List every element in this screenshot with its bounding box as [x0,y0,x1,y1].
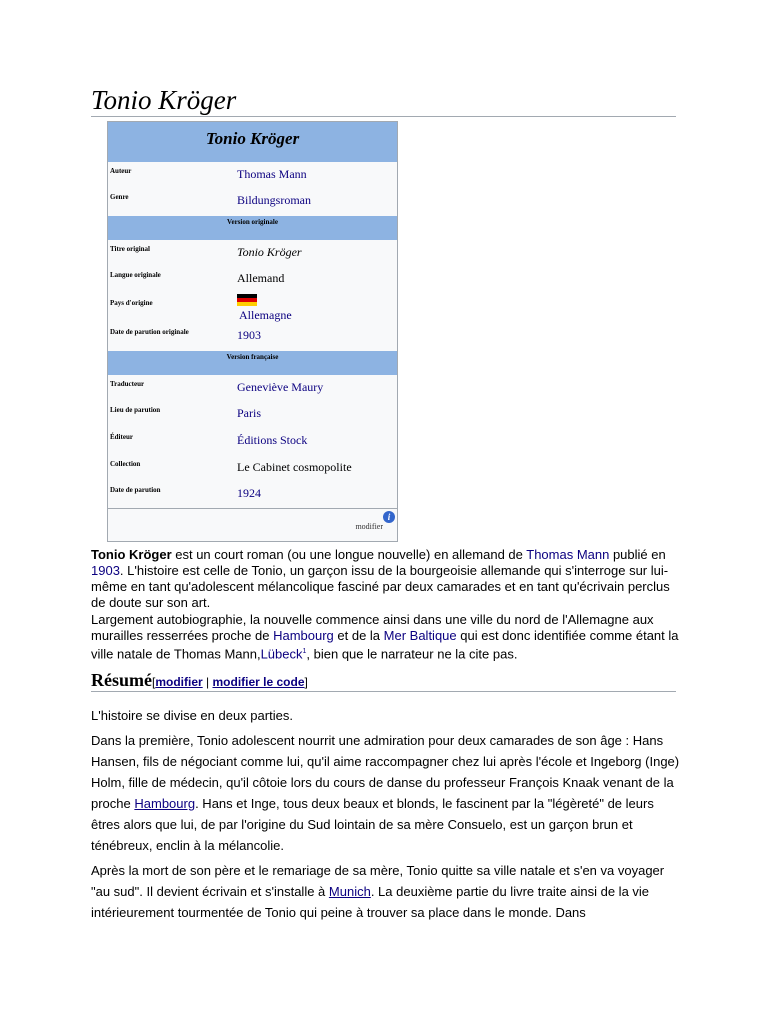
infobox-label: Traducteur [110,380,145,388]
year-fr-link[interactable]: 1924 [237,486,261,500]
infobox-label: Titre original [110,245,150,253]
modifier-link[interactable]: modifier [155,675,203,689]
text: qui est donc identifiée comme étant la ville natale de Thomas Mann, [91,628,679,662]
infobox-label: Auteur [110,167,132,175]
place-link[interactable]: Paris [237,406,261,420]
resume-paragraph-1: L'histoire se divise en deux parties. [91,708,293,723]
resume-paragraph-2 [91,730,681,856]
1903-link[interactable]: 1903 [91,563,120,578]
year-link[interactable]: 1903 [237,328,261,342]
info-icon[interactable]: i [383,511,395,523]
bracket: ] [304,675,308,689]
text: Largement autobiographie, la nouvelle commence ainsi dans une ville du nord de l'Allemagne aux murailles resserrées proche de [91,612,654,643]
translator-link[interactable]: Geneviève Maury [237,380,324,394]
infobox-label: Collection [110,460,141,468]
text: . L'histoire est celle de Tonio, un garçon issu de la bourgeoisie allemande qui s'interroge sur lui-même en tant qu'adolescent mélancolique fasciné par deux camarades et en tant qu'écrivain perclus de doute sur son art. [91,563,670,610]
infobox-modifier-link[interactable]: modifier [355,522,383,531]
page-title: Tonio Kröger [91,84,676,117]
lubeck-link[interactable]: Lübeck [260,646,303,662]
infobox-header: Tonio Kröger [108,122,397,162]
section-version-originale: Version originale [108,216,397,240]
modifier-le-code-link[interactable]: modifier le code [212,675,305,689]
section-title: Résumé [91,670,152,690]
hambourg-link[interactable]: Hambourg [273,628,334,643]
text: publié en [609,547,666,562]
edit-links [152,675,308,689]
germany-flag-icon [237,294,257,306]
publisher-link[interactable]: Éditions Stock [237,433,308,447]
author-link[interactable]: Thomas Mann [237,167,307,181]
infobox-label: Date de parution [110,486,161,494]
text: Dans la première, Tonio adolescent nourrit une admiration pour deux camarades de son âge : Hans Hansen, fils de négociant comme lui, qu'il aime raccompagner chez lui après l'école et Ingeborg (Inge) Holm, fille de médecin, qu'il côtoie lors du cours de danse du professeur François Knaak venant de la proche [91,733,680,811]
intro-paragraph-1 [91,547,681,611]
infobox-value: Tonio Kröger [237,245,302,259]
text: , bien que le narrateur ne la cite pas. [306,646,518,662]
infobox-value: Le Cabinet cosmopolite [237,460,352,474]
text: et de la [333,628,384,643]
infobox-value: Allemand [237,271,285,285]
section-version-francaise: Version française [108,351,397,375]
infobox-label: Langue originale [110,271,161,279]
resume-paragraph-3 [91,860,681,923]
bracket: [ [152,675,156,689]
text: Après la mort de son père et le remariage de sa mère, Tonio quitte sa ville natale et s'en va voyager "au sud". Il devient écrivain et s'installe à [91,863,665,899]
infobox-label: Date de parution originale [110,328,189,336]
infobox [107,121,398,542]
infobox-label: Éditeur [110,433,133,441]
infobox-label: Genre [110,193,129,201]
infobox-label: Lieu de parution [110,406,161,414]
intro-paragraph-2 [91,612,681,662]
mer-baltique-link[interactable]: Mer Baltique [383,628,457,643]
text: est un court roman (ou une longue nouvelle) en allemand de [171,547,527,562]
infobox-footer [108,508,397,542]
infobox-value-pays [237,294,292,323]
article-subject: Tonio Kröger [91,547,172,562]
munich-link[interactable]: Munich [328,884,371,899]
genre-link[interactable]: Bildungsroman [237,193,311,207]
infobox-label: Pays d'origine [110,299,153,307]
text: . La deuxième partie du livre traite ainsi de la vie intérieurement tourmentée de Tonio qui peine à trouver sa place dans le monde. Dans [91,884,650,920]
thomas-mann-link[interactable]: Thomas Mann [526,547,610,562]
country-link[interactable]: Allemagne [239,308,292,322]
footnote-link[interactable]: 1 [302,648,307,655]
hambourg-link-2[interactable]: Hambourg [134,796,196,811]
text: . Hans et Inge, tous deux beaux et blonds, le fascinent par la "légèreté" de leurs êtres alors que lui, de par l'origine du Sud lointain de sa mère Consuelo, est un garçon brun et ténébreux, enclin à la mélancolie. [91,796,654,853]
section-heading-resume [91,670,676,692]
separator: | [202,675,213,689]
